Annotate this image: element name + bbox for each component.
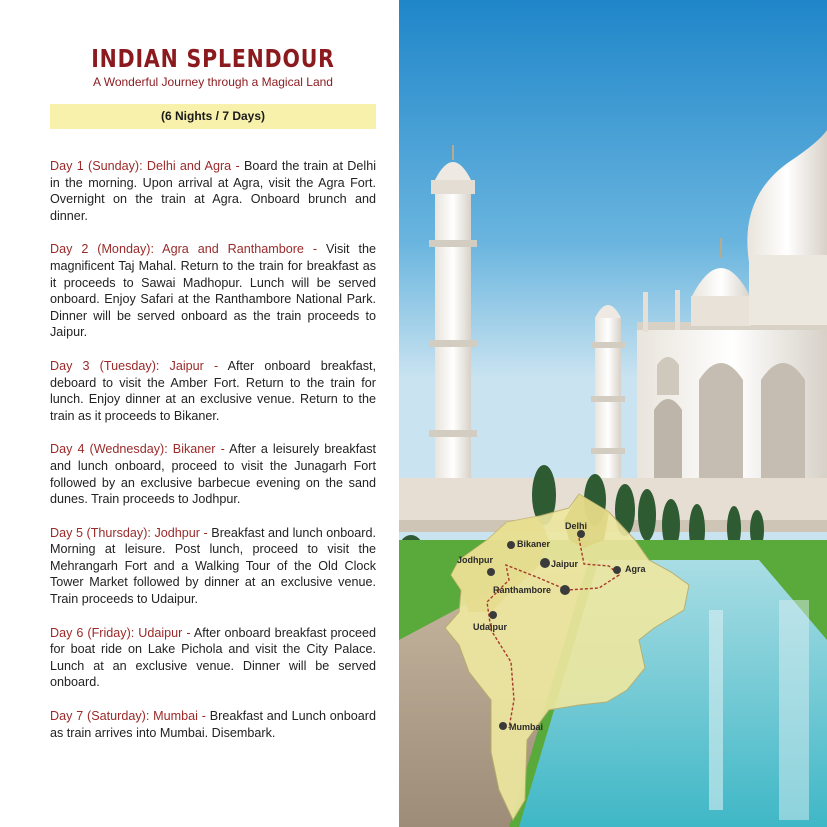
map-label-jaipur: Jaipur — [551, 559, 579, 569]
day-description: After onboard breakfast proceed for boat ride on Lake Pichola and visit the City Palace. Lunch at an exclusive venue. Dinner will be served onboard. — [50, 625, 376, 690]
day-description: Breakfast and Lunch onboard as train arrives into Mumbai. Disembark. — [50, 709, 376, 740]
day-description: Breakfast and lunch onboard. Morning at leisure. Post lunch, proceed to visit the Mehrangarh Fort and a Walking Tour of the Old Clock Tower Market followed by dinner at an exclusive venue. Train proceeds to Udaipur. — [50, 525, 377, 607]
day-heading: Day 6 (Friday): Udaipur - — [50, 625, 194, 640]
map-label-mumbai: Mumbai — [509, 722, 544, 732]
itinerary-day-1 — [50, 158, 376, 224]
map-label-ranthambore: Ranthambore — [493, 585, 552, 595]
map-label-agra: Agra — [625, 564, 646, 574]
itinerary — [50, 158, 376, 758]
itinerary-day-3 — [50, 358, 376, 424]
itinerary-day-6 — [50, 625, 376, 691]
day-description: After a leisurely breakfast and lunch onboard, proceed to visit the Junagarh Fort followed by an exclusive barbecue evening on the sand dunes. Train proceeds to Jodhpur. — [50, 442, 377, 507]
map-label-bikaner: Bikaner — [517, 539, 551, 549]
itinerary-day-5 — [50, 525, 376, 608]
day-heading: Day 2 (Monday): Agra and Ranthambore - — [50, 242, 326, 257]
day-heading: Day 4 (Wednesday): Bikaner - — [50, 442, 230, 457]
day-heading: Day 5 (Thursday): Jodhpur - — [50, 525, 212, 540]
day-heading: Day 7 (Saturday): Mumbai - — [50, 709, 210, 724]
day-heading: Day 1 (Sunday): Delhi and Agra - — [50, 159, 244, 173]
map-label-delhi: Delhi — [565, 521, 588, 531]
itinerary-day-2 — [50, 241, 376, 341]
map-label-udaipur: Udaipur — [473, 622, 508, 632]
day-description: Visit the magnificent Taj Mahal. Return to the train for breakfast as it proceeds to Sawai Madhopur. Lunch will be served onboard. Enjoy Safari at the Ranthambore National Park. Dinner will be served onboard as the train proceeds to Jaipur. — [50, 242, 376, 340]
photo-panel — [399, 0, 827, 827]
itinerary-day-4 — [50, 441, 376, 507]
day-description: After onboard breakfast, deboard to visit the Amber Fort. Return to the train for lunch. Enjoy dinner at an exclusive venue. Return to the train as it proceeds to Bikaner. — [50, 358, 376, 423]
page-title: INDIAN SPLENDOUR — [91, 44, 335, 73]
map-label-jodhpur: Jodhpur — [457, 555, 493, 565]
duration-band: (6 Nights / 7 Days) — [50, 104, 376, 129]
text-panel — [0, 0, 399, 827]
page-subtitle: A Wonderful Journey through a Magical Land — [93, 75, 333, 89]
day-heading: Day 3 (Tuesday): Jaipur - — [50, 358, 228, 373]
taj-mahal-photo — [399, 0, 827, 827]
itinerary-day-7 — [50, 708, 376, 741]
day-description: Board the train at Delhi in the morning. Upon arrival at Agra, visit the Agra Fort. Overnight on the train at Agra. Onboard brunch and dinner. — [50, 159, 376, 223]
